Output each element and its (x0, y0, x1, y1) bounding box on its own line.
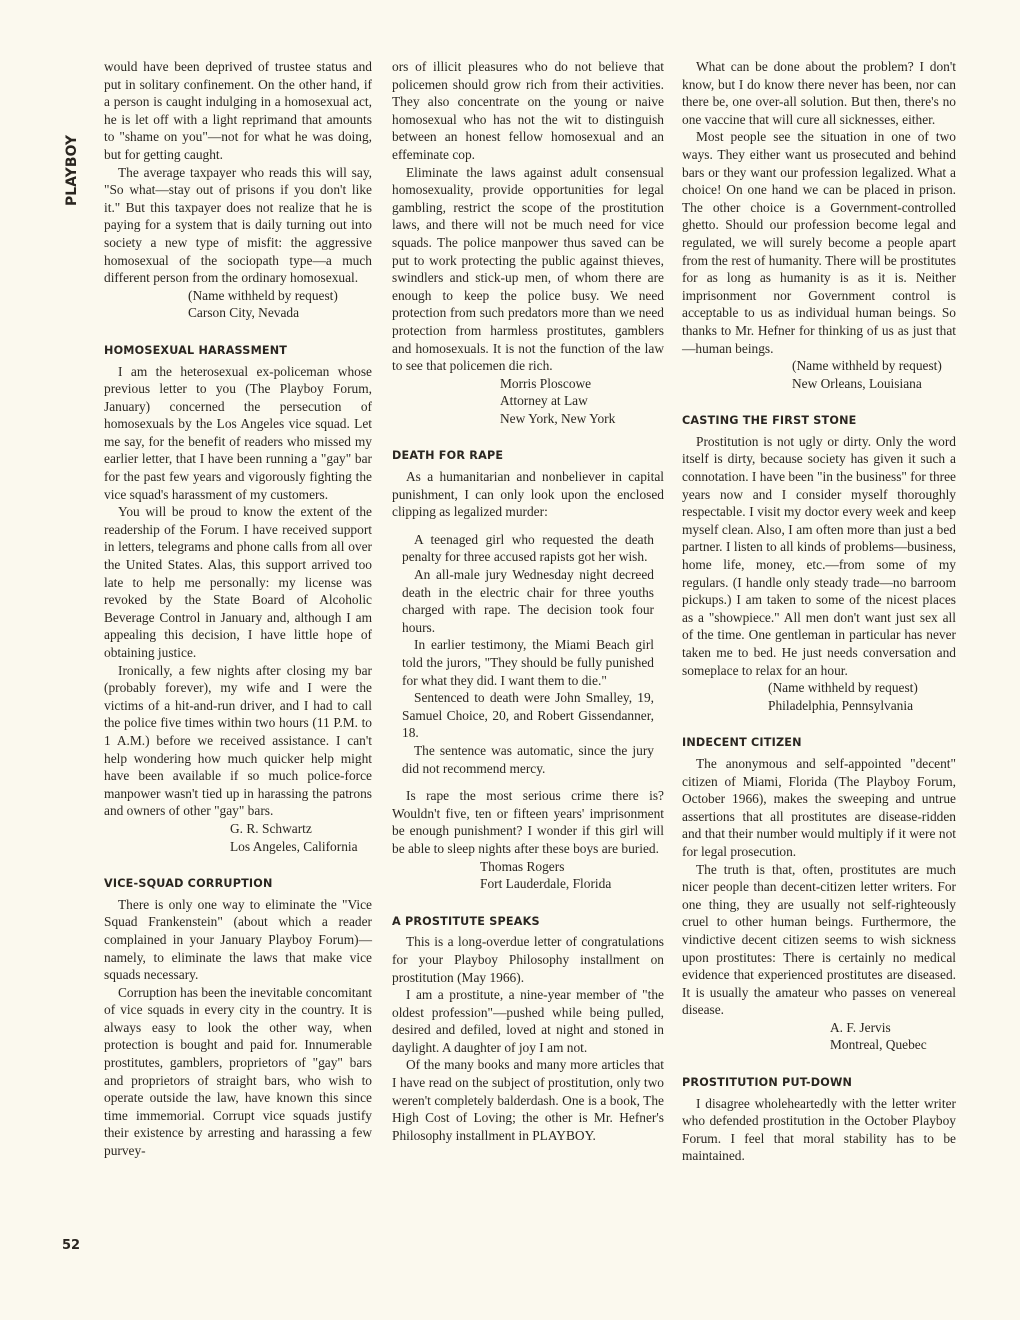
paragraph: I am a prostitute, a nine-year member of "the oldest profession"—pushed while being pulled, desired and defiled, loved at night and stoned in daylight. A daughter of joy I am not. (392, 987, 664, 1055)
paragraph: As a humanitarian and nonbeliever in capital punishment, I can only look upon the enclosed clipping as legalized murder: (392, 469, 664, 520)
clipping-paragraph: In earlier testimony, the Miami Beach girl told the jurors, "They should be fully punished for what they did. I want them to die." (402, 637, 654, 688)
page-number: 52 (62, 1238, 81, 1253)
column-3 (682, 58, 956, 1165)
quoted-clipping (392, 531, 664, 777)
signature-name: Morris Ploscowe (500, 375, 592, 391)
letter-signature (104, 287, 372, 322)
signature-location: New Orleans, Louisiana (792, 375, 922, 391)
section-heading: CASTING THE FIRST STONE (682, 414, 857, 428)
signature-name: Thomas Rogers (480, 858, 565, 874)
magazine-sidebar-label: PLAYBOY (64, 134, 80, 206)
signature-name: (Name withheld by request) (792, 358, 942, 374)
paragraph: The truth is that, often, prostitutes are much nicer people than decent-citizen letter writers. For one thing, they are usually not self-righteously cruel to other human beings. Furthermore, the vindictive decent citizen seems to wish sickness upon prostitutes: There is certainly no medical evidence that experienced prostitutes are diseased. It is usually the amateur who passes on venereal disease. (682, 861, 956, 1018)
paragraph: This is a long-overdue letter of congratulations for your Playboy Philosophy installment on prostitution (May 1966). (392, 934, 664, 985)
letter-signature (392, 858, 664, 893)
signature-location: Los Angeles, California (230, 838, 358, 854)
signature-title: Attorney at Law (500, 393, 588, 409)
letter-signature (682, 679, 956, 714)
section-heading: PROSTITUTION PUT-DOWN (682, 1076, 853, 1090)
signature-name: (Name withheld by request) (188, 287, 338, 303)
letter-signature (682, 357, 956, 392)
column-2 (392, 58, 664, 1144)
clipping-paragraph: The sentence was automatic, since the jury did not recommend mercy. (402, 742, 654, 776)
paragraph: Is rape the most serious crime there is? Wouldn't five, ten or fifteen years' imprisonment be enough punishment? I wonder if this girl will be able to sleep nights after these boys are buried. (392, 788, 664, 856)
paragraph: Of the many books and many more articles that I have read on the subject of prostitution, only two weren't completely balderdash. One is a book, The High Cost of Loving; the other is Mr. Hefner's Philosophy installment in PLAYBOY. (392, 1057, 664, 1143)
section-heading: HOMOSEXUAL HARASSMENT (104, 343, 288, 357)
letter-signature (682, 1019, 956, 1054)
paragraph: Prostitution is not ugly or dirty. Only the word itself is dirty, because society has given it such a connotation. I have been "in the business" for three years now and I consider myself thoroughly respectable. I visit my doctor every week and keep myself clean. Also, I am often more than just a bed partner. I listen to all kinds of problems—business, home life, money, etc.—from some of my regulars. (I handle only steady trade—no barroom pickups.) I am taken to some of the nicest places as a "showpiece." All men don't want just sex all of the time. One gentleman in particular has never taken me to bed. He just needs conversation and someplace to relax for an hour. (682, 433, 956, 678)
paragraph: Corruption has been the inevitable concomitant of vice squads in every city in the country. It is always easy to look the other way, when protection is bought and paid for. Innumerable prostitutes, gamblers, proprietors of "gay" bars and proprietors of straight bars, who wish to operate outside the law, have known this since time immemorial. Corrupt vice squads justify their existence by arresting and harassing a few purvey- (104, 984, 372, 1159)
signature-location: Montreal, Quebec (830, 1037, 927, 1053)
signature-name: A. F. Jervis (830, 1019, 891, 1035)
section-heading: A PROSTITUTE SPEAKS (392, 914, 540, 928)
signature-location: Philadelphia, Pennsylvania (768, 697, 914, 713)
section-heading: VICE-SQUAD CORRUPTION (104, 877, 273, 891)
paragraph: You will be proud to know the extent of the readership of the Forum. I have received support in letters, telegrams and phone calls from all over the United States. Alas, this support arrived too late to help me personally: my license was revoked by the State Board of Alcoholic Beverage Control in January and, although I am appealing this decision, I have little hope of obtaining justice. (104, 504, 372, 660)
paragraph: The anonymous and self-appointed "decent" citizen of Miami, Florida (The Playboy Forum, October 1966), makes the sweeping and untrue assertions that all prostitutes are disease-ridden and that their number would multiply if it were not for legal prosecution. (682, 755, 956, 859)
paragraph: ors of illicit pleasures who do not believe that policemen should grow rich from their activities. They also concentrate on the young or naive homosexual who has not the wit to distinguish between an honest fellow homosexual and an effeminate cop. (392, 59, 664, 162)
section-heading: INDECENT CITIZEN (682, 736, 802, 750)
signature-location: Carson City, Nevada (188, 305, 300, 321)
clipping-paragraph: An all-male jury Wednesday night decreed death in the electric chair for three youths charged with rape. The decision took four hours. (402, 567, 654, 635)
paragraph: There is only one way to eliminate the "Vice Squad Frankenstein" (about which a reader complained in your January Playboy Forum)—namely, to eliminate the laws that make vice squads necessary. (104, 896, 372, 983)
paragraph: would have been deprived of trustee status and put in solitary confinement. On the other hand, if a person is caught indulging in a homosexual act, he is let off with a light reprimand that amounts to "shame on you"—not for what he was doing, but for getting caught. (104, 59, 372, 162)
signature-name: (Name withheld by request) (768, 680, 918, 696)
clipping-paragraph: A teenaged girl who requested the death penalty for three accused rapists got her wish. (402, 531, 654, 565)
paragraph: I am the heterosexual ex-policeman whose previous letter to you (The Playboy Forum, January) concerned the persecution of homosexuals by the Los Angeles vice squad. Let me say, for the benefit of readers who missed my earlier letter, that I have been running a "gay" bar for the past few years and vigorously fighting the vice squad's harassment of my customers. (104, 363, 372, 502)
paragraph: What can be done about the problem? I don't know, but I do know there never has been, nor can there be, one over-all solution. But then, there's no one vaccine that will cure all sicknesses, either. (682, 59, 956, 127)
column-1 (104, 58, 372, 1160)
section-heading: DEATH FOR RAPE (392, 449, 504, 463)
signature-location: New York, New York (500, 410, 616, 426)
paragraph: I disagree wholeheartedly with the letter writer who defended prostitution in the October Playboy Forum. I feel that moral stability has to be maintained. (682, 1095, 956, 1164)
paragraph: Ironically, a few nights after closing my bar (probably forever), my wife and I were the victims of a hit-and-run driver, and I had to call the police five times within two hours (11 P.M. to 1 A.M.) before we received assistance. I can't help wondering how much quicker help might have been available if so much police-force manpower wasn't tied up in harassing the patrons and owners of other "gay" bars. (104, 662, 372, 819)
clipping-paragraph: Sentenced to death were John Smalley, 19, Samuel Choice, 20, and Robert Gissendanner, 18. (402, 690, 654, 741)
paragraph: Most people see the situation in one of two ways. They either want us prosecuted and behind bars or they want our profession legalized. What a choice! On one hand we can be placed in prison. The other choice is a Government-controlled ghetto. Should our profession become legal and regulated, we will surely become a people apart from the rest of humanity. There will be prostitutes for as long as humanity is as it is. Neither imprisonment nor Government control is acceptable to us as individual human beings. So thanks to Mr. Hefner for thinking of us as just that—human beings. (682, 129, 956, 356)
signature-location: Fort Lauderdale, Florida (480, 876, 612, 892)
letter-signature (392, 375, 664, 428)
signature-name: G. R. Schwartz (230, 820, 312, 836)
paragraph: Eliminate the laws against adult consensual homosexuality, provide opportunities for legal gambling, restrict the scope of the prostitution laws, and there will not be much need for vice squads. The police manpower thus saved can be put to work protecting the public against thieves, swindlers and stick-up men, of whom there are enough to keep the police busy. We need protection from such predators more than we need protection from harmless prostitutes, gamblers and homosexuals. It is not the function of the law to see that policemen die rich. (392, 164, 664, 374)
paragraph: The average taxpayer who reads this will say, "So what—stay out of prisons if you don't like it." But this taxpayer does not realize that he is paying for a system that is daily turning out into society a new type of misfit: the aggressive homosexual of the sociopath type—a much different person from the ordinary homosexual. (104, 164, 372, 286)
letter-signature (104, 820, 372, 855)
